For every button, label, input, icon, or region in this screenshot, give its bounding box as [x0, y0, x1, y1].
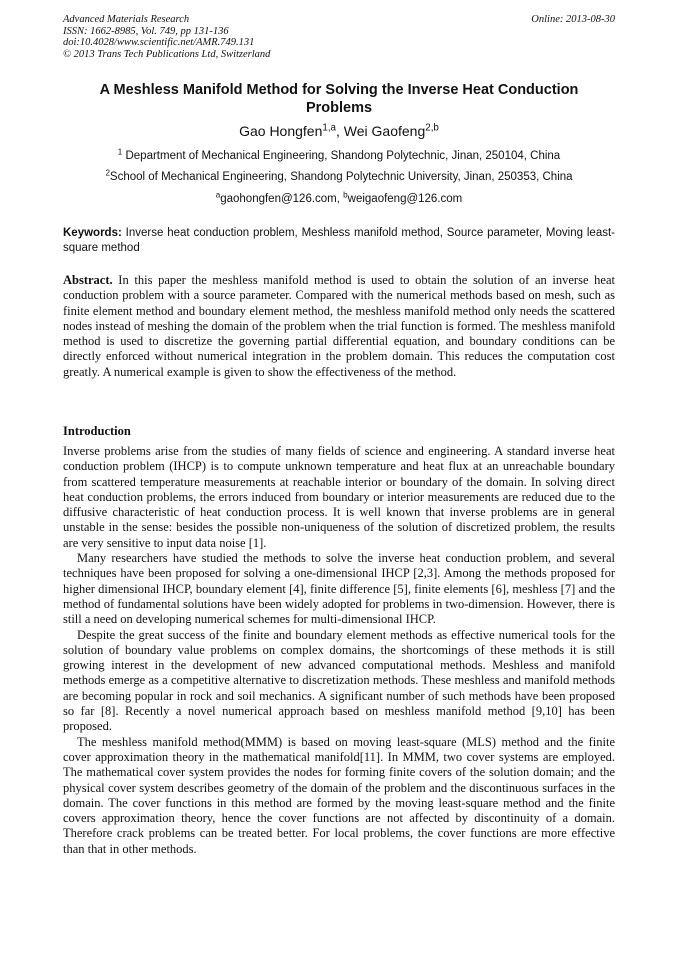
- issn-line: ISSN: 1662-8985, Vol. 749, pp 131-136: [63, 25, 229, 37]
- email-address[interactable]: gaohongfen@126.com,: [220, 193, 344, 205]
- doi-line: doi:10.4028/www.scientific.net/AMR.749.131: [63, 37, 255, 48]
- paragraph: Inverse problems arise from the studies of many fields of science and engineering. A standard inverse heat conduction problem (IHCP) is to compute unknown temperature and heat flux at an unreachable boundary from scattered temperature measurements at reachable interior or boundary of the domain. In solving direct heat conduction problems, the errors induced from boundary or interior measurements are reduced due to the diffusive characteristic of heat conduction process. It is well known that inverse problems are in general unstable in the sense: besides the possible non-uniqueness of the solution of discretized problem, the results are very sensitive to input data noise [1].: [63, 444, 615, 550]
- author-separator: ,: [336, 123, 344, 139]
- affiliation-superscript: 2: [105, 168, 110, 178]
- abstract-block: [63, 273, 615, 380]
- email-line: [0, 190, 678, 205]
- email-superscript: b: [343, 190, 348, 200]
- email-superscript: a: [215, 190, 221, 200]
- keywords-label: Keywords:: [63, 227, 122, 239]
- paragraph: The meshless manifold method(MMM) is based on moving least-square (MLS) method and the finite cover approximation theory in the mathematical manifold[11]. In MMM, two cover systems are employed. The mathematical cover system provides the nodes for forming finite covers of the solution domain; and the physical cover system describes geometry of the domain of the problem and the discontinuous surfaces in the domain. The cover functions in this method are formed by the moving least-square method and the finite covers approximation theory, hence the cover functions are not affected by discontinuity of a domain. Therefore crack problems can be treated better. For local problems, the cover functions are more effective than that in other methods.: [63, 734, 615, 856]
- paragraph: Despite the great success of the finite and boundary element methods as effective numerical tools for the solution of boundary value problems on complex domains, the shortcomings of these methods it is still growing interest in the development of new advanced computational methods. Meshless and manifold methods emerge as a competitive alternative to discretization methods. These meshless and manifold methods are becoming popular in rock and soil mechanics. A significant number of such methods have been proposed so far [8]. Recently a novel numerical approach based on meshless manifold method [9,10] has been proposed.: [63, 627, 615, 734]
- keywords-text: Inverse heat conduction problem, Meshless manifold method, Source parameter, Moving least-square method: [63, 227, 615, 254]
- author-name: Gao Hongfen: [239, 123, 323, 139]
- copyright-line: © 2013 Trans Tech Publications Ltd, Switzerland: [63, 48, 271, 60]
- author-superscript: 2,b: [425, 122, 439, 134]
- email-address[interactable]: weigaofeng@126.com: [347, 193, 463, 205]
- author-name: Wei Gaofeng: [343, 123, 426, 139]
- affiliation-superscript: 1: [117, 147, 123, 157]
- journal-header: [63, 14, 615, 60]
- author-line: [0, 123, 678, 139]
- section-heading-introduction: Introduction: [63, 424, 131, 438]
- introduction-body: [63, 444, 615, 857]
- online-date: Online: 2013-08-30: [531, 14, 615, 25]
- affiliation-text: Department of Mechanical Engineering, Shandong Polytechnic, Jinan, 250104, China: [122, 150, 561, 162]
- affiliation-1: [0, 147, 678, 162]
- paper-title: A Meshless Manifold Method for Solving the Inverse Heat Conduction Problems: [99, 82, 579, 116]
- keywords-block: [63, 226, 615, 255]
- author-superscript: 1,a: [322, 122, 337, 134]
- affiliation-text: School of Mechanical Engineering, Shandong Polytechnic University, Jinan, 250353, China: [109, 171, 573, 183]
- affiliation-2: [0, 168, 678, 183]
- paragraph: Many researchers have studied the methods to solve the inverse heat conduction problem, and several techniques have been proposed for solving a one-dimensional IHCP [2,3]. Among the methods proposed for higher dimensional IHCP, boundary element [4], finite difference [5], finite elements [6], meshless [7] and the method of fundamental solutions have been widely adopted for problems in two-dimension. However, there is still a need on developing numerical schemes for multi-dimensional IHCP.: [63, 551, 615, 627]
- abstract-text: In this paper the meshless manifold method is used to obtain the solution of an inverse heat conduction problem with a source parameter. Compared with the numerical methods based on mesh, such as finite element method and boundary element method, the meshless manifold method only needs the scattered nodes instead of meshing the domain of the problem when the trial function is formed. The meshless manifold method is used to discretize the governing partial differential equation, and boundary conditions can be directly enforced without numerical integration in the problem domain. This reduces the computation cost greatly. A numerical example is given to show the effectiveness of the method.: [63, 273, 615, 379]
- abstract-label: Abstract.: [63, 273, 113, 287]
- journal-name: Advanced Materials Research: [63, 14, 190, 25]
